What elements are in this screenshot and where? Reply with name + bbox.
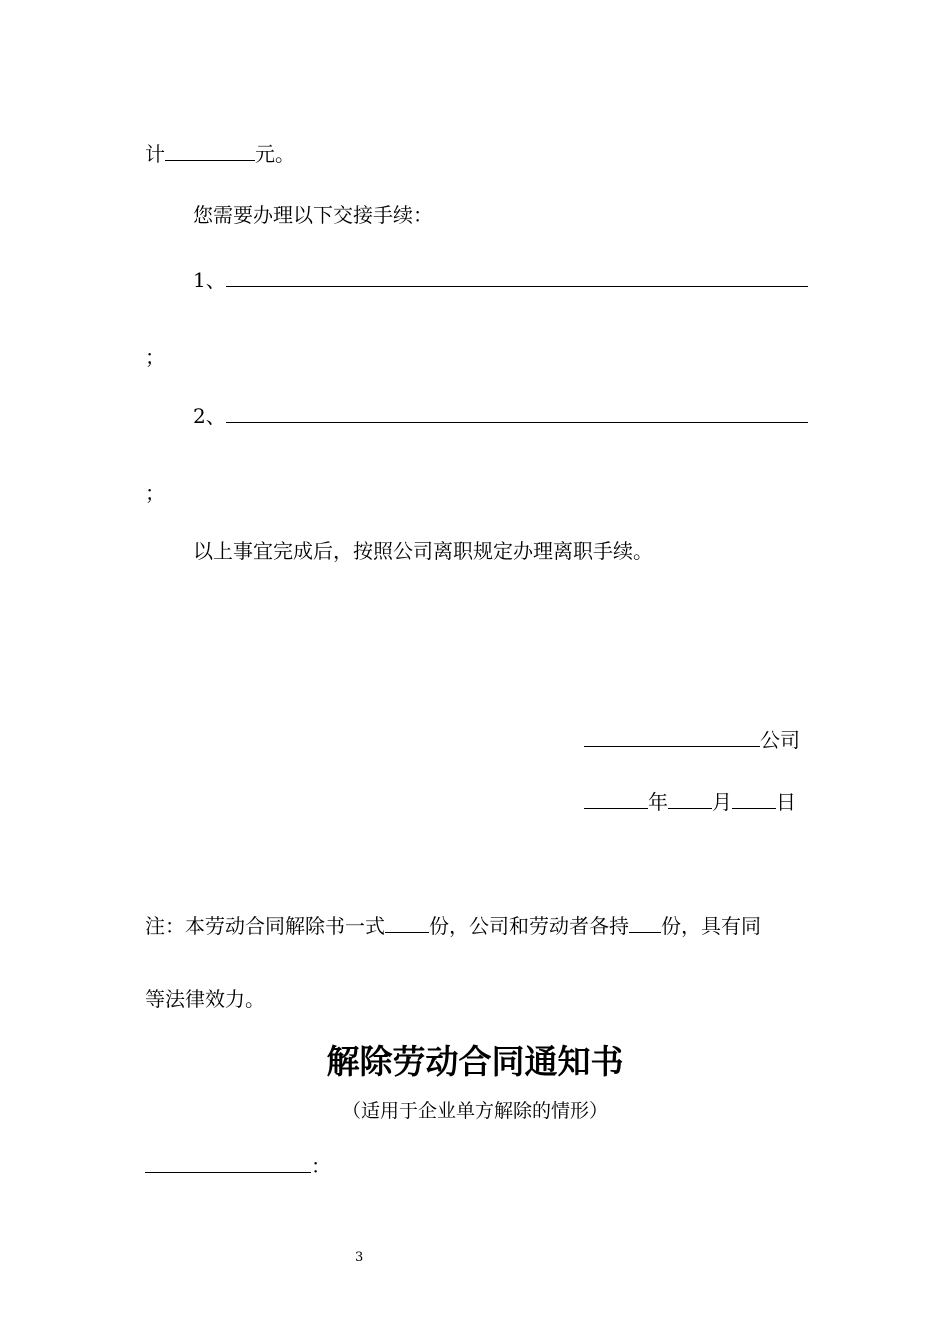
month-label: 月 — [712, 790, 732, 814]
day-blank — [732, 788, 776, 809]
copies-blank — [385, 912, 429, 933]
amount-blank — [165, 140, 255, 161]
note-part-3: 份，具有同 — [661, 914, 761, 938]
company-blank — [584, 726, 760, 747]
notice-title: 解除劳动合同通知书 — [326, 1042, 624, 1081]
note-part-2: 份，公司和劳动者各持 — [429, 914, 629, 938]
date-line — [584, 788, 796, 815]
handover-item-1 — [193, 266, 808, 293]
company-suffix: 公司 — [760, 728, 800, 752]
each-copies-blank — [629, 912, 661, 933]
notice-subtitle: （适用于企业单方解除的情形） — [341, 1100, 608, 1122]
note-line-2: 等法律效力。 — [145, 987, 265, 1011]
completion-paragraph: 以上事宜完成后，按照公司离职规定办理离职手续。 — [193, 539, 653, 563]
item-2-end: ； — [145, 481, 165, 505]
page-number: 3 — [355, 1250, 364, 1265]
total-amount-line — [145, 140, 295, 167]
addressee-line — [145, 1152, 331, 1179]
month-blank — [668, 788, 712, 809]
note-part-1: 注：本劳动合同解除书一式 — [145, 914, 385, 938]
item-1-blank — [226, 266, 808, 287]
handover-item-2 — [193, 402, 808, 429]
company-signature-line — [584, 726, 800, 753]
item-2-number: 2、 — [193, 404, 226, 428]
item-1-number: 1、 — [193, 268, 226, 292]
year-label: 年 — [648, 790, 668, 814]
handover-intro: 您需要办理以下交接手续： — [193, 203, 433, 227]
total-prefix: 计 — [145, 142, 165, 166]
item-2-blank — [226, 402, 808, 423]
item-1-end: ； — [145, 345, 165, 369]
year-blank — [584, 788, 648, 809]
total-suffix: 元。 — [255, 142, 295, 166]
addressee-blank — [145, 1152, 311, 1173]
addressee-colon: ： — [311, 1154, 331, 1178]
note-line-1 — [145, 912, 761, 939]
day-label: 日 — [776, 790, 796, 814]
